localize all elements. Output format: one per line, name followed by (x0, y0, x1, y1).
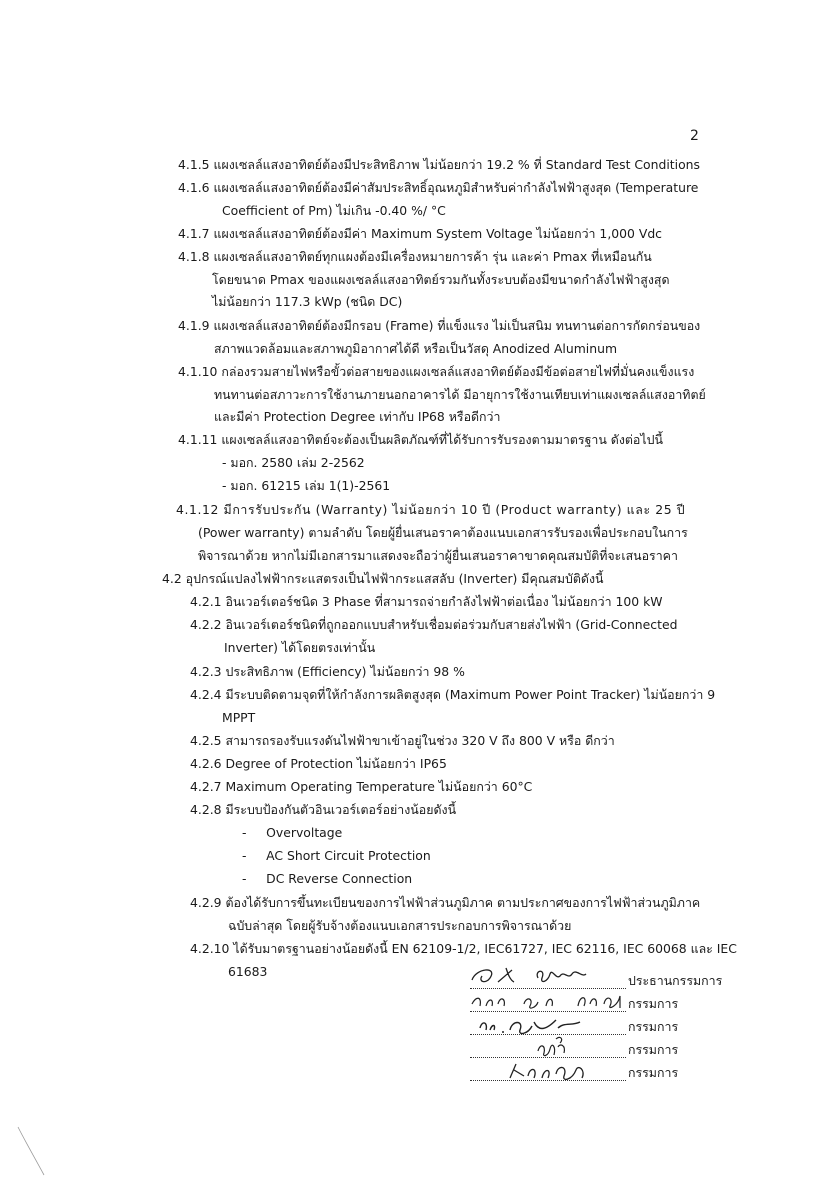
clause-4-1-9-cont: สภาพแวดล้อมและสภาพภูมิอากาศได้ดี หรือเป็นวัสดุ Anodized Aluminum (214, 341, 618, 356)
protection-item-2: - AC Short Circuit Protection (242, 848, 431, 863)
clause-4-1-8: 4.1.8 แผงเซลล์แสงอาทิตย์ทุกแผงต้องมีเครื่องหมายการค้า รุ่น และค่า Pmax ที่เหมือนกัน (178, 249, 652, 264)
clause-4-2-7: 4.2.7 Maximum Operating Temperature ไม่น้อยกว่า 60°C (190, 779, 533, 794)
section-4-2-heading: 4.2 อุปกรณ์แปลงไฟฟ้ากระแสตรงเป็นไฟฟ้ากระแสสลับ (Inverter) มีคุณสมบัติดังนี้ (162, 571, 604, 586)
signature-role-member-2: กรรมการ (628, 1019, 679, 1034)
signature-role-member-4: กรรมการ (628, 1065, 679, 1080)
clause-4-2-1: 4.2.1 อินเวอร์เตอร์ชนิด 3 Phase ที่สามารถจ่ายกำลังไฟฟ้าต่อเนื่อง ไม่น้อยกว่า 100 kW (190, 594, 663, 609)
clause-4-2-5: 4.2.5 สามารถรองรับแรงดันไฟฟ้าขาเข้าอยู่ในช่วง 320 V ถึง 800 V หรือ ดีกว่า (190, 733, 615, 748)
clause-4-2-3: 4.2.3 ประสิทธิภาพ (Efficiency) ไม่น้อยกว่า 98 % (190, 664, 465, 679)
clause-4-1-9: 4.1.9 แผงเซลล์แสงอาทิตย์ต้องมีกรอบ (Frame) ที่แข็งแรง ไม่เป็นสนิม ทนทานต่อการกัดกร่อนของ (178, 318, 701, 333)
scan-mark (14, 1125, 54, 1179)
clause-4-1-6-cont: Coefficient of Pm) ไม่เกิน -0.40 %/ °C (222, 203, 446, 218)
clause-4-2-4-cont: MPPT (222, 710, 256, 725)
clause-4-1-10-cont-2: และมีค่า Protection Degree เท่ากับ IP68 หรือดีกว่า (214, 409, 501, 424)
clause-4-2-10-cont: 61683 (228, 964, 268, 979)
standard-item-1: - มอก. 2580 เล่ม 2-2562 (222, 455, 365, 470)
clause-4-1-12: 4.1.12 มีการรับประกัน (Warranty) ไม่น้อยกว่า 10 ปี (Product warranty) และ 25 ปี (176, 502, 686, 517)
clause-4-1-8-cont-2: ไม่น้อยกว่า 117.3 kWp (ชนิด DC) (212, 294, 403, 309)
clause-4-2-2-cont: Inverter) ได้โดยตรงเท่านั้น (224, 640, 376, 655)
clause-4-2-6: 4.2.6 Degree of Protection ไม่น้อยกว่า IP65 (190, 756, 447, 771)
clause-4-1-11: 4.1.11 แผงเซลล์แสงอาทิตย์จะต้องเป็นผลิตภัณฑ์ที่ได้รับการรับรองตามมาตรฐาน ดังต่อไปนี้ (178, 432, 663, 447)
protection-item-1: - Overvoltage (242, 825, 343, 840)
clause-4-1-5: 4.1.5 แผงเซลล์แสงอาทิตย์ต้องมีประสิทธิภาพ ไม่น้อยกว่า 19.2 % ที่ Standard Test Conditions (178, 157, 700, 172)
standard-item-2: - มอก. 61215 เล่ม 1(1)-2561 (222, 478, 391, 493)
clause-4-1-12-cont-1: (Power warranty) ตามลำดับ โดยผู้ยื่นเสนอราคาต้องแนบเอกสารรับรองเพื่อประกอบในการ (198, 525, 688, 540)
clause-4-2-9-cont: ฉบับล่าสุด โดยผู้รับจ้างต้องแนบเอกสารประกอบการพิจารณาด้วย (228, 918, 572, 933)
clause-4-1-10: 4.1.10 กล่องรวมสายไฟหรือขั้วต่อสายของแผงเซลล์แสงอาทิตย์ต้องมีข้อต่อสายไฟที่มั่นคงแข็งแรง (178, 364, 695, 379)
page-number: 2 (690, 128, 699, 144)
clause-4-1-12-cont-2: พิจารณาด้วย หากไม่มีเอกสารมาแสดงจะถือว่าผู้ยื่นเสนอราคาขาดคุณสมบัติที่จะเสนอราคา (198, 548, 678, 563)
protection-item-3: - DC Reverse Connection (242, 871, 413, 886)
signature-role-member-3: กรรมการ (628, 1042, 679, 1057)
clause-4-2-9: 4.2.9 ต้องได้รับการขึ้นทะเบียนของการไฟฟ้าส่วนภูมิภาค ตามประกาศของการไฟฟ้าส่วนภูมิภาค (190, 895, 701, 910)
clause-4-1-8-cont-1: โดยขนาด Pmax ของแผงเซลล์แสงอาทิตย์รวมกันทั้งระบบต้องมีขนาดกำลังไฟฟ้าสูงสุด (212, 272, 670, 287)
signature-5 (506, 1056, 606, 1084)
signature-role-chairman: ประธานกรรมการ (628, 973, 723, 988)
clause-4-1-6: 4.1.6 แผงเซลล์แสงอาทิตย์ต้องมีค่าสัมประสิทธิ์อุณหภูมิสำหรับค่ากำลังไฟฟ้าสูงสุด (Temperature (178, 180, 699, 195)
clause-4-2-8: 4.2.8 มีระบบป้องกันตัวอินเวอร์เตอร์อย่างน้อยดังนี้ (190, 802, 457, 817)
clause-4-1-10-cont-1: ทนทานต่อสภาวะการใช้งานภายนอกอาคารได้ มีอายุการใช้งานเทียบเท่าแผงเซลล์แสงอาทิตย์ (214, 387, 706, 402)
signature-role-member-1: กรรมการ (628, 996, 679, 1011)
clause-4-1-7: 4.1.7 แผงเซลล์แสงอาทิตย์ต้องมีค่า Maximum System Voltage ไม่น้อยกว่า 1,000 Vdc (178, 226, 662, 241)
clause-4-2-10: 4.2.10 ได้รับมาตรฐานอย่างน้อยดังนี้ EN 62109-1/2, IEC61727, IEC 62116, IEC 60068 และ IEC (190, 941, 737, 956)
clause-4-2-2: 4.2.2 อินเวอร์เตอร์ชนิดที่ถูกออกแบบสำหรับเชื่อมต่อร่วมกับสายส่งไฟฟ้า (Grid-Connected (190, 617, 678, 632)
clause-4-2-4: 4.2.4 มีระบบติดตามจุดที่ให้กำลังการผลิตสูงสุด (Maximum Power Point Tracker) ไม่น้อยกว่า 9 (190, 687, 716, 702)
